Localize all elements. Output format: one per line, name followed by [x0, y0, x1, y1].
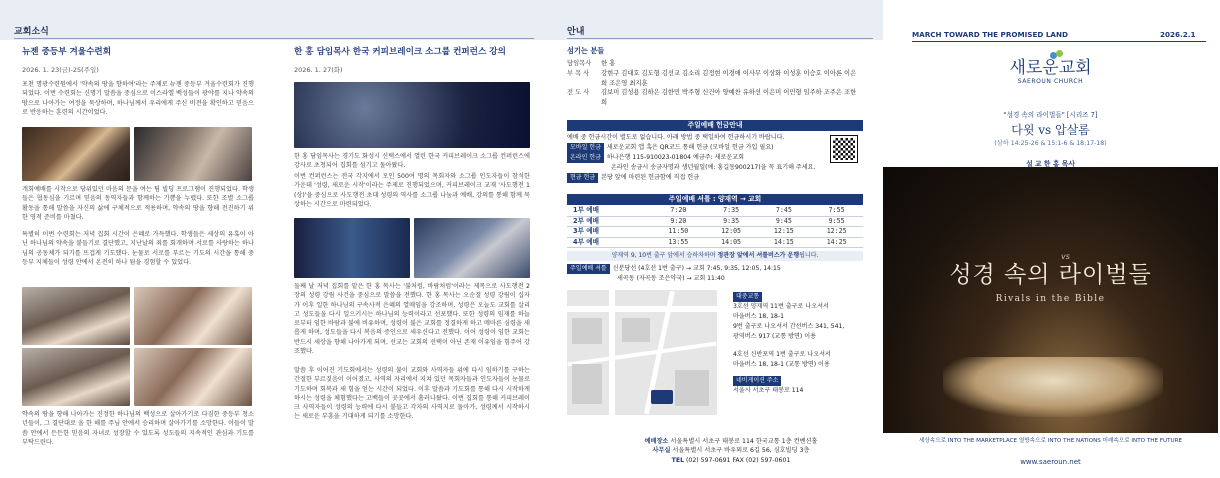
article-paragraph: 이번 컨퍼런스는 전국 각지에서 모인 500여 명의 목회자와 소그룹 인도자들이 참석한 가운데 '성령, 새로운 시작'이라는 주제로 진행되었으며, 커피브레이크 교재 '사도행전 1 (상)'을 중심으로 사도행전 초대 성령의 역사를 소그룹 나눔과 예배, 강의를 통해 함께 묵상하는 시간으로 마련되었다.: [294, 173, 530, 208]
section-divider: [14, 38, 534, 39]
cover-vs-mark: vs: [1061, 252, 1070, 261]
conference-photo: [294, 218, 410, 278]
cover-subtitle: Rivals in the Bible: [995, 294, 1106, 304]
article-date: 2026. 1. 23(금)-25(주일): [22, 66, 99, 74]
church-website-link[interactable]: www.saeroun.net: [1020, 458, 1081, 466]
header-band: [0, 0, 883, 40]
table-row: 1부 예배 7:20 7:35 7:45 7:55: [567, 206, 863, 216]
sermon-title: 다윗 vs 압살롬: [1011, 123, 1090, 137]
server-row: 부 목 사 강현구 김대호 김도형 김선교 김소리 김정현 이경애 이사무 이상화 이성훈 이승호 이아론 이은희 조은영 최지훈: [567, 69, 857, 87]
retreat-photo: [134, 127, 252, 181]
section-divider: [567, 38, 873, 39]
cover-artwork: [883, 167, 1218, 433]
church-location-marker-icon: [651, 390, 673, 404]
location-map[interactable]: [567, 290, 717, 415]
church-name: 새로운교회: [1009, 58, 1092, 78]
article-date: 2026. 1. 27(화): [294, 66, 343, 74]
transit-info: 대중교통 3호선 양재역 11번 출구로 나오셔서 마을버스 18, 18-1 9번 출구로 나오셔서 간선버스 341, 541, 광역버스 917 (교통 방면) 이용 4호선 신반포역 1번 출구로 나오셔서 마을버스 18, 18-1 (교통 방면) 이용 네비게이션 주소 서울시 서초구 태봉로 114: [733, 293, 845, 395]
schedule-header: 주일예배 셔틀 : 양재역 → 교회: [567, 194, 863, 205]
table-row: 2부 예배 9:20 9:35 9:45 9:55: [567, 216, 863, 227]
retreat-photo: [22, 287, 130, 345]
server-row: 담임목사 한 홍: [567, 60, 616, 67]
article-paragraph: 둘째 날 저녁 집회를 맡은 한 홍 목사는 '불처럼, 바람처럼'이라는 제목으로 사도행전 2장의 성령 강림 사건을 중심으로 말씀을 전했다. 한 홍 목사는 오순절 성령 강림이 십자가 이후 일한 하나님의 구속사적 은혜의 열매임을 강조하며, 성령은 오늘도 교회를 살리고 성도들을 다시 일으키시는 하나님의 능력이라고 선포했다. 또한 성령의 임재를 하늘로부터 임한 바람과 불에 비유하며, 성령이 불은 교회를 정결하게 하고 메마른 심령을 새롭게 하며, 성도들을 다시 복음의 증인으로 세우신다고 전했다. 이어 성령이 임한 교회는 반드시 세상을 향해 나아가게 되며, 선교는 교회의 선택이 아닌 존재 이유임을 힘주어 강조했다.: [294, 283, 530, 356]
section-title-news: 교회소식: [14, 27, 49, 37]
article-paragraph: 약속의 땅을 향해 나아가는 진정한 하나님의 백성으로 살아가기로 다짐한 중등부 청소년들이, 그 결단대로 올 한 해를 주님 안에서 승리하며 살아가기를 소망한다. 이들이 말씀 안에서 든든한 믿음의 자녀로 성장할 수 있도록 성도들의 지속적인 관심과 기도를 부탁드린다.: [22, 411, 254, 446]
article-paragraph: 특별히 이번 수련회는 저녁 집회 시간이 은혜로 가득했다. 학생들은 세상의 유혹이 아닌 하나님의 약속을 붙들기로 결단했고, 지난날의 죄를 회개하며 서로를 사랑하는 하나님의 공동체가 되기를 뜨겁게 기도했다. 눈물로 서로를 부르는 기도의 시간을 통해 중등부 지체들이 성령 안에서 온전히 하나 됨을 경험할 수 있었다.: [22, 231, 254, 266]
table-row: 3부 예배 11:50 12:05 12:15 12:25: [567, 227, 863, 238]
cover-divider: [912, 41, 1206, 42]
table-row: 4부 예배 13:55 14:05 14:15 14:25: [567, 237, 863, 248]
open-bible-image: [943, 357, 1163, 417]
offering-info: 예배 중 헌금시간이 별도로 없습니다. 아래 방법 중 택일하여 헌금하시기 바랍니다. 모바일 헌금 새로운교회 앱 혹은 QR코드 통해 헌금 (모바일 헌금 가입 필요) 온라인 헌금 하나은행 115-910023-01804 예금주: 새로운교회 온라인 송금시 송금자명과 생년월일(예: 홍길동900217)을 꼭 표기해 주세요. 현금 헌금 본당 앞에 마련된 헌금함에 직접 헌금: [567, 134, 816, 182]
sermon-series: "성경 속의 라이벌들" [시리즈 7]: [1003, 111, 1098, 119]
servers-title: 섬기는 분들: [567, 46, 605, 55]
article-paragraph: 포천 명광수련원에서 '약속의 땅을 향하여'라는 주제로 뉴젠 중등부 겨울수련회가 진행되었다. 이번 수련회는 신명기 말씀을 중심으로 이스라엘 백성들이 광야를 지나 약속의 땅으로 나아가는 여정을 묵상하며, 하나님께서 우리에게 주신 비전을 확인하고 믿음으로 반응하는 훈련의 시간이었다.: [22, 81, 254, 116]
article-paragraph: 개회예배를 시작으로 당위있던 마음의 문을 여는 팀 빌딩 프로그램이 진행되었다. 학생들은 협동심을 기르며 믿음의 동역자들과 함께하는 기쁨을 누렸다. 또한 조별 소그룹 활동을 통해 말씀을 자신의 삶에 구체적으로 적용하며, 약속의 땅을 향해 전진하기 위한 영적 준비를 마쳤다.: [22, 186, 254, 221]
conference-photo: [294, 82, 530, 148]
article-paragraph: 한 홍 담임목사는 경기도 화성시 신택스에서 열린 한국 커피브레이크 소그룹 컨퍼런스에 강사로 초청되어 집회를 섬기고 돌아왔다.: [294, 153, 530, 170]
article-title-youth-retreat: 뉴젠 중등부 겨울수련회: [22, 47, 111, 57]
cover-tagline: MARCH TOWARD THE PROMISED LAND: [912, 30, 1068, 39]
cover-title: 성경 속의 라이벌들: [949, 262, 1152, 288]
article-title-conference: 한 홍 담임목사 한국 커피브레이크 소그룹 컨퍼런스 강의: [294, 47, 506, 57]
retreat-photo: [134, 287, 252, 345]
article-paragraph: 말씀 후 이어진 기도회에서는 성령의 불이 교회와 사역자들 위에 다시 임하기를 구하는 간절한 부르짖음이 이어졌고, 사역의 자리에서 지쳐 있던 목회자들과 인도자들이 눈물로 기도하며 회복과 새 힘을 얻는 시간이 되었다. 이후 말씀과 기도회를 통해 다시 시작하게 하시는 성령을 체험했다는 고백들이 곳곳에서 흘러나왔다. 이번 집회를 통해 커피브레이크 사역자들이 성령의 능력에 다시 붙들고 각자의 사역지로 돌아가, 성령께서 시작하시는 새로운 부흥을 기대하게 되기를 소망한다.: [294, 367, 530, 421]
conference-photo: [414, 218, 530, 278]
retreat-photo: [22, 127, 130, 181]
shuttle-schedule-table: [567, 206, 863, 248]
servers-list: [567, 59, 862, 108]
bulletin-date: 2026.2.1: [1160, 30, 1196, 39]
preacher-line: 설 교 한 홍 목사: [1026, 160, 1075, 168]
sermon-scripture: (삼하 14:25-26 & 15:1-6 & 18:17-18): [994, 140, 1107, 147]
shuttle-note: 양재역 9, 10번 출구 앞에서 승하차하며 정관장 앞에서 셔틀버스가 운행됩니다.: [567, 251, 863, 261]
retreat-photo: [134, 348, 252, 406]
church-address-footer: 예배장소 서울특별시 서초구 태봉로 114 한국교통 1층 컨벤션홀 사무실 서울특별시 서초구 바우뫼로 6길 56, 심호빌딩 3층 TEL (02) 597-0691 FAX (02) 597-0601: [644, 438, 818, 464]
offering-header: 주일예배 헌금안내: [567, 120, 863, 131]
cover-slogan: 세상속으로 INTO THE MARKETPLACE 열방속으로 INTO THE NATIONS 미래속으로 INTO THE FUTURE: [918, 438, 1183, 444]
qr-code-icon[interactable]: [831, 136, 857, 162]
retreat-photo: [22, 348, 130, 406]
section-title-guide: 안내: [567, 27, 585, 37]
church-name-en: SAEROUN CHURCH: [1017, 78, 1084, 85]
shuttle-lines: 주일예배 셔틀 신분당선 (4호선 1번 출구) → 교회 7:45, 9:35, 12:05, 14:15 세곡동 (자곡동 조은약국) → 교회 11:40: [567, 264, 863, 284]
server-row: 전 도 사 김보미 김성용 김하은 김한민 박주형 신건아 양예찬 유하선 이은미 이민형 임주하 조주은 조한희: [567, 89, 857, 106]
